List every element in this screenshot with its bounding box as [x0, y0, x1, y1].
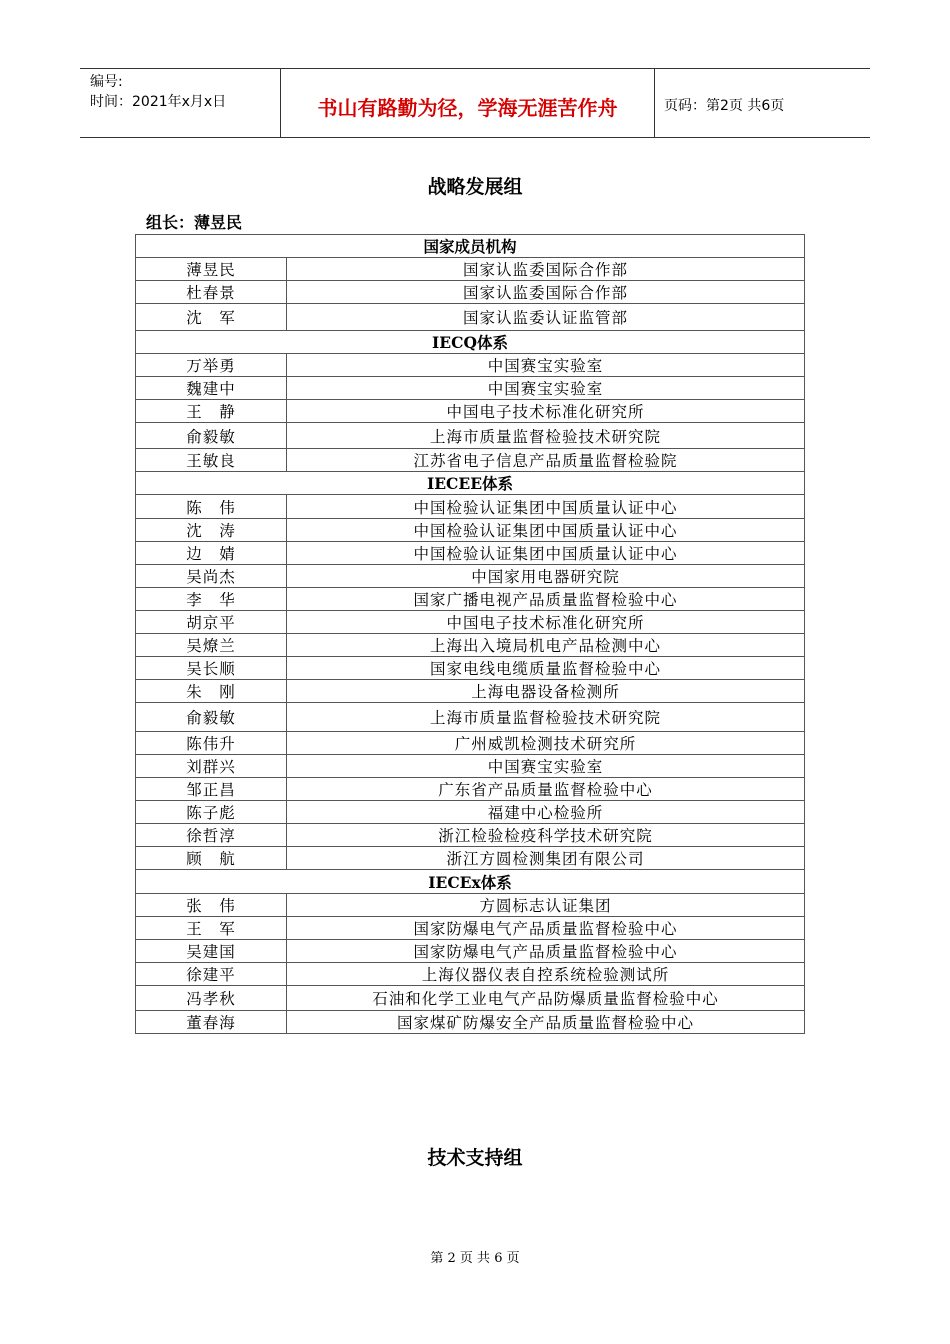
- table-row: [136, 732, 805, 755]
- member-organization: 江苏省电子信息产品质量监督检验院: [287, 449, 805, 472]
- table-row: [136, 847, 805, 870]
- group-header-row: [136, 870, 805, 894]
- member-name: 吴尚杰: [136, 565, 287, 588]
- member-name: 王 军: [136, 917, 287, 940]
- member-organization: 广东省产品质量监督检验中心: [287, 778, 805, 801]
- member-name: 薄昱民: [136, 258, 287, 281]
- member-organization: 上海仪器仪表自控系统检验测试所: [287, 963, 805, 986]
- table-row: [136, 634, 805, 657]
- member-name: 刘群兴: [136, 755, 287, 778]
- table-row: [136, 703, 805, 732]
- group-leader: 组长：薄昱民: [146, 213, 243, 232]
- table-row: [136, 611, 805, 634]
- member-name: 张 伟: [136, 894, 287, 917]
- member-name: 朱 刚: [136, 680, 287, 703]
- table-row: [136, 354, 805, 377]
- member-organization: 国家防爆电气产品质量监督检验中心: [287, 940, 805, 963]
- member-organization: 方圆标志认证集团: [287, 894, 805, 917]
- member-name: 邹正昌: [136, 778, 287, 801]
- table-row: [136, 449, 805, 472]
- table-row: [136, 680, 805, 703]
- table-row: [136, 495, 805, 519]
- member-table-body: [136, 235, 805, 1034]
- member-name: 徐建平: [136, 963, 287, 986]
- table-row: [136, 1011, 805, 1034]
- section-title-tech-support: 技术支持组: [427, 1147, 523, 1169]
- member-organization: 中国赛宝实验室: [287, 755, 805, 778]
- member-organization: 中国检验认证集团中国质量认证中心: [287, 519, 805, 542]
- member-organization: 上海出入境局机电产品检测中心: [287, 634, 805, 657]
- member-organization: 中国赛宝实验室: [287, 354, 805, 377]
- member-organization: 国家认监委认证监管部: [287, 304, 805, 331]
- member-name: 沈 涛: [136, 519, 287, 542]
- member-organization: 国家防爆电气产品质量监督检验中心: [287, 917, 805, 940]
- table-row: [136, 258, 805, 281]
- member-name: 王 静: [136, 400, 287, 423]
- member-table: [135, 234, 805, 1034]
- header-page-info: 页码：第2页 共6页: [664, 98, 785, 114]
- member-name: 陈伟升: [136, 732, 287, 755]
- member-name: 顾 航: [136, 847, 287, 870]
- table-row: [136, 588, 805, 611]
- group-header-row: [136, 472, 805, 495]
- member-organization: 广州威凯检测技术研究所: [287, 732, 805, 755]
- member-name: 李 华: [136, 588, 287, 611]
- member-name: 边 婧: [136, 542, 287, 565]
- member-organization: 国家认监委国际合作部: [287, 258, 805, 281]
- member-organization: 中国赛宝实验室: [287, 377, 805, 400]
- member-organization: 福建中心检验所: [287, 801, 805, 824]
- member-organization: 上海市质量监督检验技术研究院: [287, 423, 805, 449]
- table-row: [136, 304, 805, 331]
- table-row: [136, 542, 805, 565]
- table-row: [136, 519, 805, 542]
- member-organization: 中国检验认证集团中国质量认证中心: [287, 495, 805, 519]
- member-name: 俞毅敏: [136, 703, 287, 732]
- member-organization: 浙江方圆检测集团有限公司: [287, 847, 805, 870]
- group-name: IECEx体系: [136, 870, 805, 894]
- member-organization: 国家认监委国际合作部: [287, 281, 805, 304]
- member-name: 胡京平: [136, 611, 287, 634]
- table-row: [136, 894, 805, 917]
- header-number: 编号:: [90, 74, 123, 90]
- member-organization: 国家煤矿防爆安全产品质量监督检验中心: [287, 1011, 805, 1034]
- member-organization: 石油和化学工业电气产品防爆质量监督检验中心: [287, 986, 805, 1011]
- member-organization: 上海市质量监督检验技术研究院: [287, 703, 805, 732]
- member-organization: 上海电器设备检测所: [287, 680, 805, 703]
- section-title-strategy: 战略发展组: [427, 176, 523, 198]
- member-organization: 国家广播电视产品质量监督检验中心: [287, 588, 805, 611]
- table-row: [136, 963, 805, 986]
- member-name: 杜春景: [136, 281, 287, 304]
- member-name: 万举勇: [136, 354, 287, 377]
- member-name: 陈 伟: [136, 495, 287, 519]
- table-row: [136, 801, 805, 824]
- member-name: 沈 军: [136, 304, 287, 331]
- table-row: [136, 400, 805, 423]
- group-name: IECQ体系: [136, 331, 805, 354]
- table-row: [136, 755, 805, 778]
- member-name: 冯孝秋: [136, 986, 287, 1011]
- member-organization: 中国电子技术标准化研究所: [287, 400, 805, 423]
- member-name: 吴燎兰: [136, 634, 287, 657]
- table-row: [136, 986, 805, 1011]
- group-name: IECEE体系: [136, 472, 805, 495]
- member-name: 董春海: [136, 1011, 287, 1034]
- header-meta: [80, 69, 281, 137]
- table-row: [136, 657, 805, 680]
- group-name: 国家成员机构: [136, 235, 805, 258]
- group-header-row: [136, 331, 805, 354]
- member-name: 徐哲淳: [136, 824, 287, 847]
- member-organization: 中国电子技术标准化研究所: [287, 611, 805, 634]
- page-header: [80, 68, 870, 138]
- table-row: [136, 281, 805, 304]
- member-organization: 中国检验认证集团中国质量认证中心: [287, 542, 805, 565]
- member-organization: 中国家用电器研究院: [287, 565, 805, 588]
- page-footer: 第 2 页 共 6 页: [430, 1251, 520, 1266]
- table-row: [136, 917, 805, 940]
- member-organization: 国家电线电缆质量监督检验中心: [287, 657, 805, 680]
- member-name: 陈子彪: [136, 801, 287, 824]
- table-row: [136, 565, 805, 588]
- member-name: 王敏良: [136, 449, 287, 472]
- table-row: [136, 940, 805, 963]
- member-name: 吴建国: [136, 940, 287, 963]
- table-row: [136, 778, 805, 801]
- member-organization: 浙江检验检疫科学技术研究院: [287, 824, 805, 847]
- member-name: 俞毅敏: [136, 423, 287, 449]
- group-header-row: [136, 235, 805, 258]
- member-name: 吴长顺: [136, 657, 287, 680]
- member-name: 魏建中: [136, 377, 287, 400]
- table-row: [136, 377, 805, 400]
- header-motto: 书山有路勤为径，学海无涯苦作舟: [281, 69, 655, 137]
- header-time: 时间：2021年x月x日: [90, 94, 227, 110]
- table-row: [136, 824, 805, 847]
- table-row: [136, 423, 805, 449]
